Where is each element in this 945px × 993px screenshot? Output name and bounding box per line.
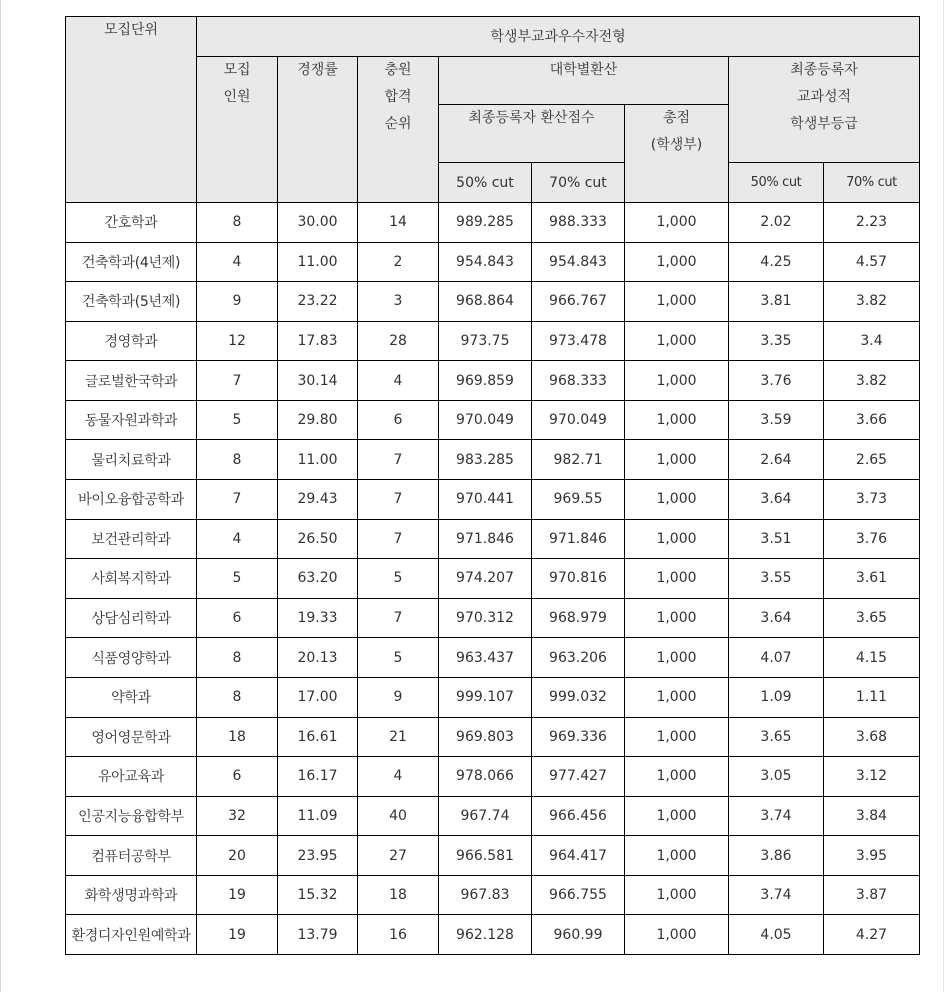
rank-cell: 9 — [358, 677, 439, 717]
total-cell: 1,000 — [625, 440, 729, 480]
quota-cell: 20 — [197, 836, 278, 876]
competition-cell: 30.00 — [278, 203, 358, 243]
score-cut70-cell: 964.417 — [532, 836, 625, 876]
score-cut70-cell: 970.816 — [532, 559, 625, 599]
grade-cut70-cell: 3.12 — [824, 757, 920, 797]
score-cut70-cell: 960.99 — [532, 915, 625, 955]
header-final-grade: 최종등록자 교과성적 학생부등급 — [729, 57, 920, 163]
rank-cell: 21 — [358, 717, 439, 757]
header-score-cut50: 50% cut — [439, 163, 532, 203]
quota-cell: 8 — [197, 677, 278, 717]
dept-cell: 식품영양학과 — [66, 638, 197, 678]
score-cut50-cell: 999.107 — [439, 677, 532, 717]
score-cut70-cell: 954.843 — [532, 242, 625, 282]
quota-cell: 8 — [197, 440, 278, 480]
header-competition: 경쟁률 — [278, 57, 358, 203]
dept-cell: 영어영문학과 — [66, 717, 197, 757]
score-cut70-cell: 969.55 — [532, 480, 625, 520]
grade-cut70-cell: 3.68 — [824, 717, 920, 757]
total-cell: 1,000 — [625, 638, 729, 678]
score-cut70-cell: 966.456 — [532, 796, 625, 836]
rank-cell: 4 — [358, 361, 439, 401]
total-cell: 1,000 — [625, 717, 729, 757]
total-cell: 1,000 — [625, 559, 729, 599]
dept-cell: 보건관리학과 — [66, 519, 197, 559]
competition-cell: 29.43 — [278, 480, 358, 520]
score-cut50-cell: 971.846 — [439, 519, 532, 559]
total-cell: 1,000 — [625, 598, 729, 638]
grade-cut70-cell: 3.82 — [824, 361, 920, 401]
competition-cell: 17.83 — [278, 321, 358, 361]
score-cut50-cell: 973.75 — [439, 321, 532, 361]
table-row — [66, 836, 920, 876]
grade-cut50-cell: 4.25 — [729, 242, 824, 282]
dept-cell: 환경디자인원예학과 — [66, 915, 197, 955]
score-cut50-cell: 963.437 — [439, 638, 532, 678]
header-unit: 모집단위 — [66, 17, 197, 203]
table-row — [66, 400, 920, 440]
score-cut70-cell: 966.755 — [532, 875, 625, 915]
rank-cell: 3 — [358, 282, 439, 322]
score-cut70-cell: 966.767 — [532, 282, 625, 322]
dept-cell: 바이오융합공학과 — [66, 480, 197, 520]
table-row — [66, 559, 920, 599]
total-cell: 1,000 — [625, 282, 729, 322]
score-cut50-cell: 970.049 — [439, 400, 532, 440]
table-row — [66, 757, 920, 797]
quota-cell: 32 — [197, 796, 278, 836]
competition-cell: 17.00 — [278, 677, 358, 717]
score-cut70-cell: 970.049 — [532, 400, 625, 440]
grade-cut50-cell: 3.81 — [729, 282, 824, 322]
table-row — [66, 321, 920, 361]
total-cell: 1,000 — [625, 203, 729, 243]
score-cut70-cell: 999.032 — [532, 677, 625, 717]
table-row — [66, 677, 920, 717]
score-cut50-cell: 962.128 — [439, 915, 532, 955]
rank-cell: 7 — [358, 519, 439, 559]
dept-cell: 화학생명과학과 — [66, 875, 197, 915]
grade-cut50-cell: 3.51 — [729, 519, 824, 559]
score-cut50-cell: 970.441 — [439, 480, 532, 520]
competition-cell: 23.22 — [278, 282, 358, 322]
grade-cut70-cell: 2.65 — [824, 440, 920, 480]
header-track: 학생부교과우수자전형 — [197, 17, 920, 57]
score-cut50-cell: 969.859 — [439, 361, 532, 401]
table-row — [66, 915, 920, 955]
score-cut50-cell: 967.83 — [439, 875, 532, 915]
score-cut50-cell: 974.207 — [439, 559, 532, 599]
score-cut70-cell: 971.846 — [532, 519, 625, 559]
table-row — [66, 717, 920, 757]
grade-cut50-cell: 3.74 — [729, 875, 824, 915]
total-cell: 1,000 — [625, 519, 729, 559]
table-row — [66, 361, 920, 401]
score-cut50-cell: 970.312 — [439, 598, 532, 638]
grade-cut70-cell: 1.11 — [824, 677, 920, 717]
rank-cell: 7 — [358, 440, 439, 480]
score-cut50-cell: 968.864 — [439, 282, 532, 322]
score-cut50-cell: 969.803 — [439, 717, 532, 757]
quota-cell: 18 — [197, 717, 278, 757]
quota-cell: 7 — [197, 480, 278, 520]
grade-cut50-cell: 3.64 — [729, 480, 824, 520]
quota-cell: 4 — [197, 519, 278, 559]
rank-cell: 5 — [358, 638, 439, 678]
rank-cell: 2 — [358, 242, 439, 282]
dept-cell: 경영학과 — [66, 321, 197, 361]
grade-cut70-cell: 3.66 — [824, 400, 920, 440]
table-row — [66, 638, 920, 678]
total-cell: 1,000 — [625, 400, 729, 440]
score-cut70-cell: 968.333 — [532, 361, 625, 401]
grade-cut50-cell: 3.65 — [729, 717, 824, 757]
grade-cut70-cell: 3.87 — [824, 875, 920, 915]
grade-cut50-cell: 3.64 — [729, 598, 824, 638]
grade-cut70-cell: 3.76 — [824, 519, 920, 559]
score-cut50-cell: 967.74 — [439, 796, 532, 836]
rank-cell: 6 — [358, 400, 439, 440]
score-cut50-cell: 978.066 — [439, 757, 532, 797]
total-cell: 1,000 — [625, 915, 729, 955]
grade-cut70-cell: 3.73 — [824, 480, 920, 520]
grade-cut70-cell: 3.65 — [824, 598, 920, 638]
grade-cut50-cell: 3.05 — [729, 757, 824, 797]
competition-cell: 11.09 — [278, 796, 358, 836]
grade-cut70-cell: 4.27 — [824, 915, 920, 955]
quota-cell: 4 — [197, 242, 278, 282]
total-cell: 1,000 — [625, 836, 729, 876]
quota-cell: 5 — [197, 559, 278, 599]
table-row — [66, 875, 920, 915]
table-row — [66, 282, 920, 322]
score-cut70-cell: 968.979 — [532, 598, 625, 638]
table-row — [66, 440, 920, 480]
score-cut50-cell: 954.843 — [439, 242, 532, 282]
score-cut50-cell: 966.581 — [439, 836, 532, 876]
dept-cell: 유아교육과 — [66, 757, 197, 797]
rank-cell: 5 — [358, 559, 439, 599]
quota-cell: 12 — [197, 321, 278, 361]
rank-cell: 16 — [358, 915, 439, 955]
header-quota: 모집 인원 — [197, 57, 278, 203]
grade-cut50-cell: 3.74 — [729, 796, 824, 836]
dept-cell: 물리치료학과 — [66, 440, 197, 480]
total-cell: 1,000 — [625, 875, 729, 915]
dept-cell: 사회복지학과 — [66, 559, 197, 599]
table-row — [66, 796, 920, 836]
rank-cell: 4 — [358, 757, 439, 797]
table-row — [66, 598, 920, 638]
grade-cut50-cell: 2.02 — [729, 203, 824, 243]
header-score-cut70: 70% cut — [532, 163, 625, 203]
dept-cell: 상담심리학과 — [66, 598, 197, 638]
table-header — [66, 17, 920, 203]
grade-cut50-cell: 2.64 — [729, 440, 824, 480]
score-cut70-cell: 982.71 — [532, 440, 625, 480]
table-row — [66, 480, 920, 520]
score-cut70-cell: 963.206 — [532, 638, 625, 678]
competition-cell: 16.17 — [278, 757, 358, 797]
total-cell: 1,000 — [625, 796, 729, 836]
competition-cell: 26.50 — [278, 519, 358, 559]
rank-cell: 7 — [358, 480, 439, 520]
dept-cell: 약학과 — [66, 677, 197, 717]
grade-cut50-cell: 3.35 — [729, 321, 824, 361]
rank-cell: 40 — [358, 796, 439, 836]
grade-cut50-cell: 3.59 — [729, 400, 824, 440]
header-converted: 대학별환산 — [439, 57, 729, 105]
quota-cell: 7 — [197, 361, 278, 401]
quota-cell: 8 — [197, 638, 278, 678]
rank-cell: 14 — [358, 203, 439, 243]
rank-cell: 27 — [358, 836, 439, 876]
competition-cell: 63.20 — [278, 559, 358, 599]
competition-cell: 30.14 — [278, 361, 358, 401]
grade-cut70-cell: 3.95 — [824, 836, 920, 876]
quota-cell: 19 — [197, 875, 278, 915]
total-cell: 1,000 — [625, 757, 729, 797]
score-cut50-cell: 983.285 — [439, 440, 532, 480]
dept-cell: 간호학과 — [66, 203, 197, 243]
grade-cut50-cell: 3.76 — [729, 361, 824, 401]
rank-cell: 28 — [358, 321, 439, 361]
grade-cut70-cell: 3.61 — [824, 559, 920, 599]
table-body — [66, 203, 920, 955]
grade-cut70-cell: 4.57 — [824, 242, 920, 282]
score-cut70-cell: 988.333 — [532, 203, 625, 243]
grade-cut50-cell: 1.09 — [729, 677, 824, 717]
dept-cell: 건축학과(5년제) — [66, 282, 197, 322]
grade-cut70-cell: 4.15 — [824, 638, 920, 678]
score-cut70-cell: 969.336 — [532, 717, 625, 757]
quota-cell: 8 — [197, 203, 278, 243]
competition-cell: 11.00 — [278, 440, 358, 480]
header-grade-cut70: 70% cut — [824, 163, 920, 203]
quota-cell: 5 — [197, 400, 278, 440]
dept-cell: 글로벌한국학과 — [66, 361, 197, 401]
competition-cell: 13.79 — [278, 915, 358, 955]
competition-cell: 29.80 — [278, 400, 358, 440]
total-cell: 1,000 — [625, 677, 729, 717]
grade-cut70-cell: 3.4 — [824, 321, 920, 361]
quota-cell: 6 — [197, 757, 278, 797]
dept-cell: 건축학과(4년제) — [66, 242, 197, 282]
admission-results-table — [65, 16, 920, 955]
grade-cut70-cell: 2.23 — [824, 203, 920, 243]
grade-cut50-cell: 3.55 — [729, 559, 824, 599]
quota-cell: 19 — [197, 915, 278, 955]
grade-cut70-cell: 3.82 — [824, 282, 920, 322]
total-cell: 1,000 — [625, 361, 729, 401]
table-row — [66, 242, 920, 282]
rank-cell: 7 — [358, 598, 439, 638]
score-cut50-cell: 989.285 — [439, 203, 532, 243]
header-grade-cut50: 50% cut — [729, 163, 824, 203]
total-cell: 1,000 — [625, 480, 729, 520]
header-rank: 충원 합격 순위 — [358, 57, 439, 203]
dept-cell: 동물자원과학과 — [66, 400, 197, 440]
quota-cell: 9 — [197, 282, 278, 322]
table-row — [66, 519, 920, 559]
rank-cell: 18 — [358, 875, 439, 915]
header-total: 총점 (학생부) — [625, 105, 729, 203]
dept-cell: 컴퓨터공학부 — [66, 836, 197, 876]
total-cell: 1,000 — [625, 242, 729, 282]
score-cut70-cell: 973.478 — [532, 321, 625, 361]
grade-cut50-cell: 4.07 — [729, 638, 824, 678]
competition-cell: 19.33 — [278, 598, 358, 638]
table-row — [66, 203, 920, 243]
header-final-score: 최종등록자 환산점수 — [439, 105, 625, 163]
dept-cell: 인공지능융합학부 — [66, 796, 197, 836]
quota-cell: 6 — [197, 598, 278, 638]
grade-cut70-cell: 3.84 — [824, 796, 920, 836]
competition-cell: 16.61 — [278, 717, 358, 757]
grade-cut50-cell: 3.86 — [729, 836, 824, 876]
competition-cell: 15.32 — [278, 875, 358, 915]
competition-cell: 11.00 — [278, 242, 358, 282]
competition-cell: 20.13 — [278, 638, 358, 678]
competition-cell: 23.95 — [278, 836, 358, 876]
grade-cut50-cell: 4.05 — [729, 915, 824, 955]
score-cut70-cell: 977.427 — [532, 757, 625, 797]
total-cell: 1,000 — [625, 321, 729, 361]
